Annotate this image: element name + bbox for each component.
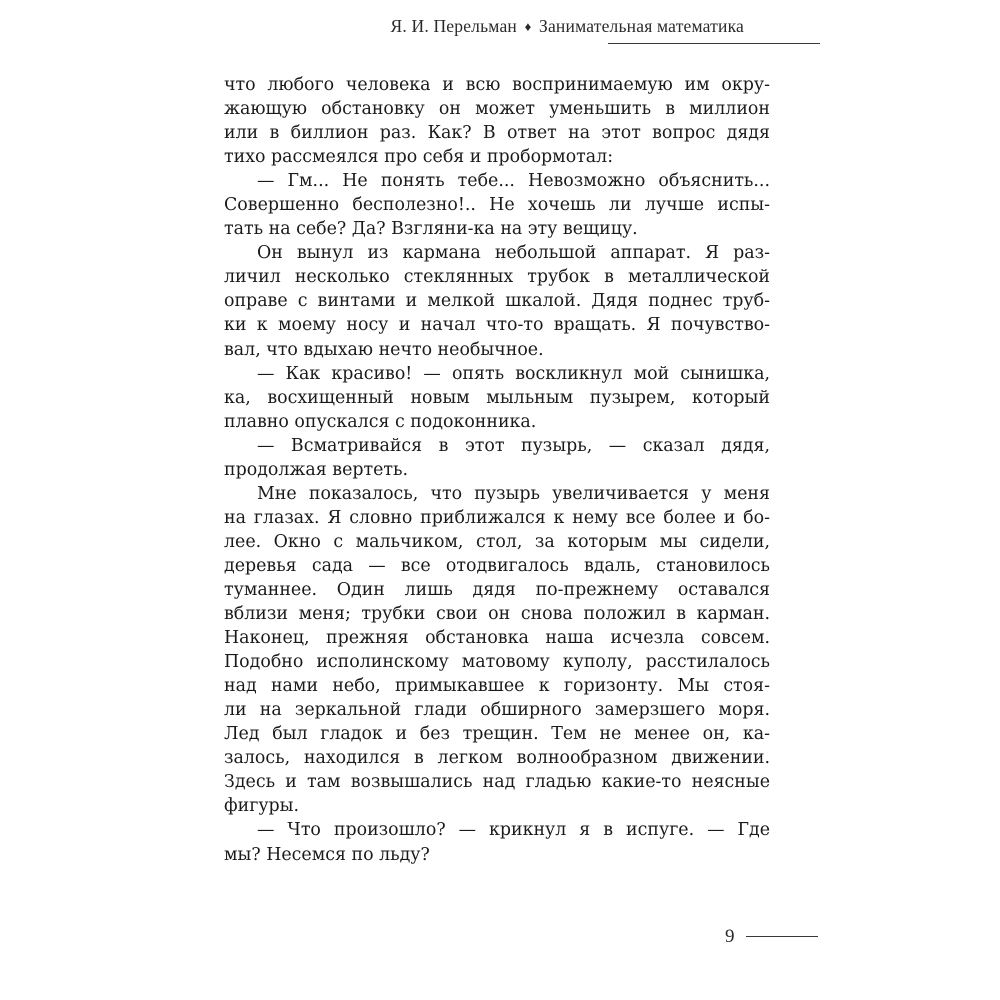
footer-rule xyxy=(746,936,818,937)
text-line: Подобно исполинскому матовому куполу, расстилалось xyxy=(224,652,770,673)
header-rule xyxy=(608,43,820,44)
text-line: вблизи меня; трубки свои он снова положил в карман. xyxy=(224,604,770,625)
text-line: туманнее. Один лишь дядя по-прежнему оставался xyxy=(224,579,770,600)
text-line: Мне показалось, что пузырь увеличивается у меня xyxy=(257,483,770,504)
text-line: деревья сада — все отодвигалось вдаль, становилось xyxy=(224,555,770,576)
text-line: жающую обстановку он может уменьшить в миллион xyxy=(224,99,770,120)
text-line: тать на себе? Да? Взгляни-ка на эту вещицу. xyxy=(224,219,638,240)
text-line: или в биллион раз. Как? В ответ на этот вопрос дядя xyxy=(224,123,770,144)
text-line: ка, восхищенный новым мыльным пузырем, который xyxy=(224,387,770,408)
page-number: 9 xyxy=(725,926,735,947)
text-line: Он вынул из кармана небольшой аппарат. Я раз- xyxy=(257,243,770,264)
text-line: фигуры. xyxy=(224,796,300,817)
text-line: — Что произошло? — крикнул я в испуге. — Где xyxy=(257,820,770,841)
running-head xyxy=(356,16,744,37)
text-line: тихо рассмеялся про себя и пробормотал: xyxy=(224,147,614,168)
text-line: мы? Несемся по льду? xyxy=(224,844,430,865)
text-line: — Всматривайся в этот пузырь, — сказал дядя, xyxy=(257,435,770,456)
text-line: лее. Окно с мальчиком, стол, за которым мы сидели, xyxy=(224,531,770,552)
header-book-title: Занимательная математика xyxy=(539,16,744,36)
text-line: — Как красиво! — опять воскликнул мой сынишка, xyxy=(257,363,770,384)
text-line: на глазах. Я словно приближался к нему все более и бо- xyxy=(224,507,770,528)
text-line: — Гм... Не понять тебе... Невозможно объяснить... xyxy=(257,171,770,192)
text-line: оправе с винтами и мелкой шкалой. Дядя поднес труб- xyxy=(224,291,770,312)
text-line: личил несколько стеклянных трубок в металлической xyxy=(224,267,770,288)
text-line: залось, находился в легком волнообразном движении. xyxy=(224,748,770,769)
text-line: Лед был гладок и без трещин. Тем не менее он, ка- xyxy=(224,724,770,745)
text-line: Совершенно бесполезно!.. Не хочешь ли лучше испы- xyxy=(224,195,770,216)
diamond-separator-icon: ♦ xyxy=(524,19,532,34)
text-line: что любого человека и всю воспринимаемую им окру- xyxy=(224,75,770,95)
body-text xyxy=(224,73,770,867)
text-line: Наконец, прежняя обстановка наша исчезла совсем. xyxy=(224,628,770,649)
text-line: ки к моему носу и начал что-то вращать. Я почувство- xyxy=(224,315,770,336)
text-line: продолжая вертеть. xyxy=(224,459,409,480)
text-line: над нами небо, примыкавшее к горизонту. Мы стоя- xyxy=(224,676,770,697)
text-line: плавно опускался с подоконника. xyxy=(224,411,537,432)
text-line: вал, что вдыхаю нечто необычное. xyxy=(224,339,544,360)
text-line: Здесь и там возвышались над гладью какие-то неясные xyxy=(224,772,770,793)
text-line: ли на зеркальной глади обширного замерзшего моря. xyxy=(224,700,770,721)
header-author: Я. И. Перельман xyxy=(390,16,517,36)
